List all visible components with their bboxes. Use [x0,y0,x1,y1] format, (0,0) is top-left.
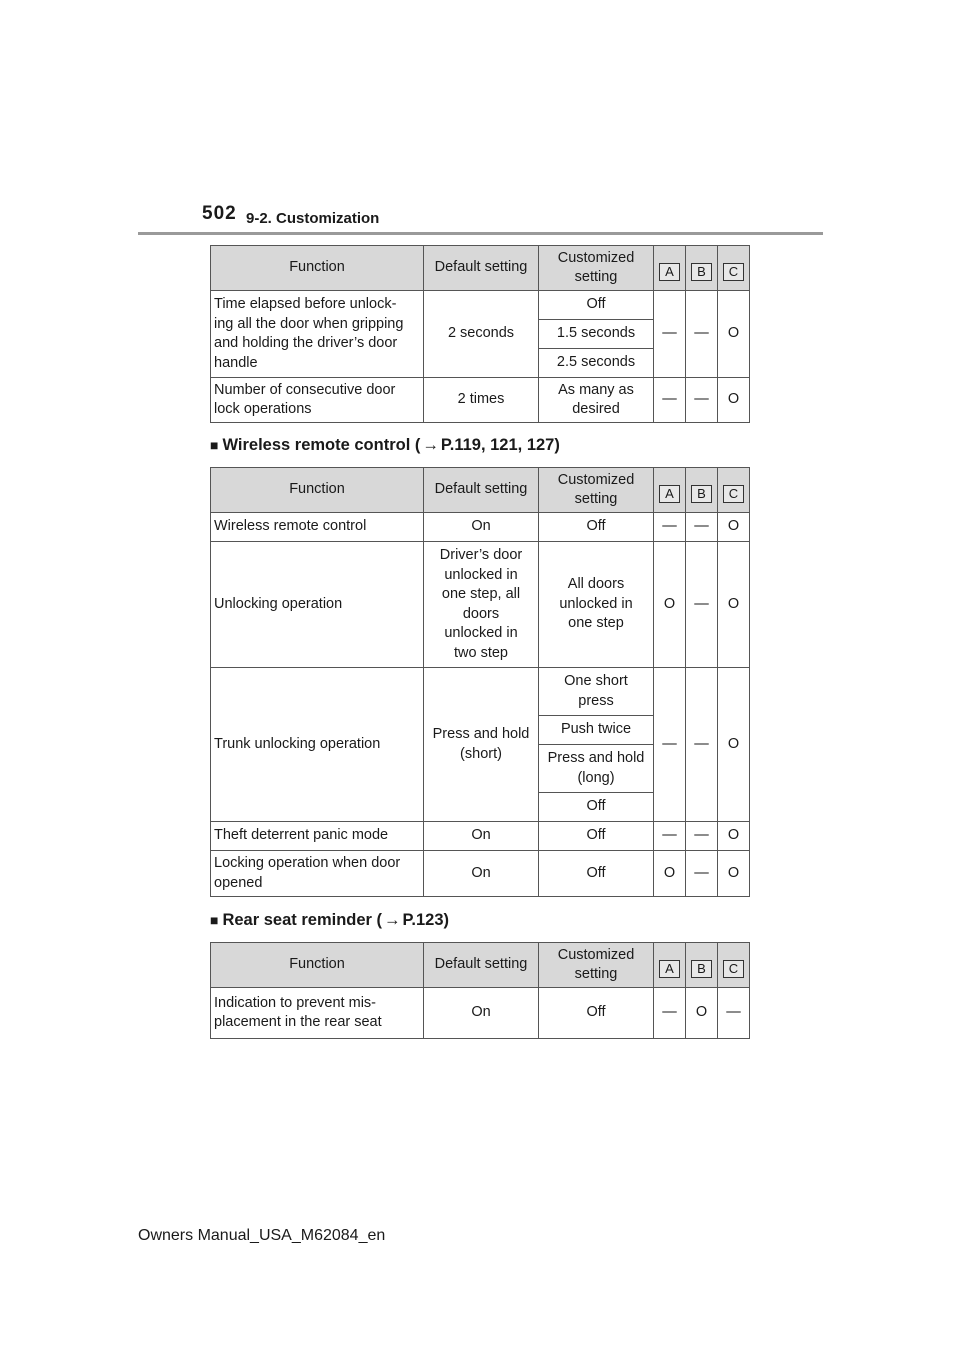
custom-cell: All doors unlocked in one step [539,542,654,668]
table-row [211,668,750,716]
header-default-setting: Default setting [424,246,539,291]
default-cell: Press and hold (short) [424,668,539,822]
custom-cell: Off [539,851,654,897]
function-cell: Wireless remote control [211,513,424,542]
option-cell: 1.5 seconds [539,320,654,349]
header-function: Function [211,246,424,291]
table-header-row [211,468,750,513]
key-c-cell: O [718,513,750,542]
key-b-cell: O [686,988,718,1039]
key-b-cell: — [686,851,718,897]
custom-cell: Off [539,513,654,542]
function-cell: Trunk unlocking operation [211,668,424,822]
header-key-b: B [686,246,718,291]
key-c-cell: O [718,822,750,851]
header-key-b: B [686,468,718,513]
header-key-c: C [718,468,750,513]
function-cell: Time elapsed before unlock- ing all the door when gripping and holding the driver’s door handle [211,291,424,378]
header-key-a: A [654,943,686,988]
key-c-cell: O [718,668,750,822]
key-a-cell: — [654,513,686,542]
table-header-row [211,246,750,291]
key-c-cell: O [718,851,750,897]
key-a-cell: — [654,988,686,1039]
manual-footer: Owners Manual_USA_M62084_en [138,1227,386,1244]
header-key-a: A [654,246,686,291]
table-row [211,851,750,897]
key-a-cell: — [654,822,686,851]
function-cell: Indication to prevent mis- placement in the rear seat [211,988,424,1039]
custom-cell: As many as desired [539,378,654,423]
key-a-cell: O [654,851,686,897]
key-a-cell: O [654,542,686,668]
page-reference-link[interactable]: P.123) [402,911,450,929]
function-cell: Unlocking operation [211,542,424,668]
option-cell: 2.5 seconds [539,349,654,378]
header-customized-setting: Customized setting [539,943,654,988]
key-c-cell: O [718,291,750,378]
function-cell: Number of consecutive door lock operations [211,378,424,423]
bullet-square-icon: ■ [210,437,219,453]
key-a-cell: — [654,291,686,378]
key-b-cell: — [686,822,718,851]
header-key-a: A [654,468,686,513]
page-reference-link[interactable]: P.119, 121, 127) [440,436,560,454]
default-cell: 2 seconds [424,291,539,378]
default-cell: On [424,513,539,542]
rear-seat-reminder-heading: ■ Rear seat reminder ( → P.123) [210,911,450,929]
function-cell: Theft deterrent panic mode [211,822,424,851]
key-b-cell: — [686,378,718,423]
key-c-cell: O [718,378,750,423]
rear-seat-reminder-table [210,942,750,1039]
header-default-setting: Default setting [424,468,539,513]
option-cell: Off [539,291,654,320]
key-b-cell: — [686,513,718,542]
option-cell: Press and hold (long) [539,745,654,793]
header-customized-setting: Customized setting [539,246,654,291]
header-function: Function [211,943,424,988]
table-row [211,291,750,320]
key-a-cell: — [654,378,686,423]
page-number: 502 [202,203,237,224]
table-row [211,378,750,423]
section-title: 9-2. Customization [246,210,380,227]
arrow-right-icon: → [384,911,401,929]
header-key-c: C [718,246,750,291]
key-b-cell: — [686,668,718,822]
table-header-row [211,943,750,988]
header-function: Function [211,468,424,513]
function-cell: Locking operation when door opened [211,851,424,897]
key-c-cell: O [718,542,750,668]
arrow-right-icon: → [422,436,439,454]
table-row [211,513,750,542]
header-key-c: C [718,943,750,988]
door-lock-settings-table [210,245,750,423]
table-row [211,542,750,668]
wireless-remote-table [210,467,750,897]
default-cell: On [424,988,539,1039]
default-cell: 2 times [424,378,539,423]
wireless-remote-heading: ■ Wireless remote control ( → P.119, 121, 127) [210,436,560,454]
table-row [211,988,750,1039]
option-cell: Off [539,793,654,822]
custom-cell: Off [539,988,654,1039]
bullet-square-icon: ■ [210,912,219,928]
default-cell: Driver’s door unlocked in one step, all doors unlocked in two step [424,542,539,668]
default-cell: On [424,822,539,851]
header-default-setting: Default setting [424,943,539,988]
header-divider [138,232,823,235]
key-c-cell: — [718,988,750,1039]
header-key-b: B [686,943,718,988]
option-cell: One short press [539,668,654,716]
option-cell: Push twice [539,716,654,745]
custom-cell: Off [539,822,654,851]
key-b-cell: — [686,542,718,668]
key-b-cell: — [686,291,718,378]
table-row [211,822,750,851]
default-cell: On [424,851,539,897]
header-customized-setting: Customized setting [539,468,654,513]
key-a-cell: — [654,668,686,822]
